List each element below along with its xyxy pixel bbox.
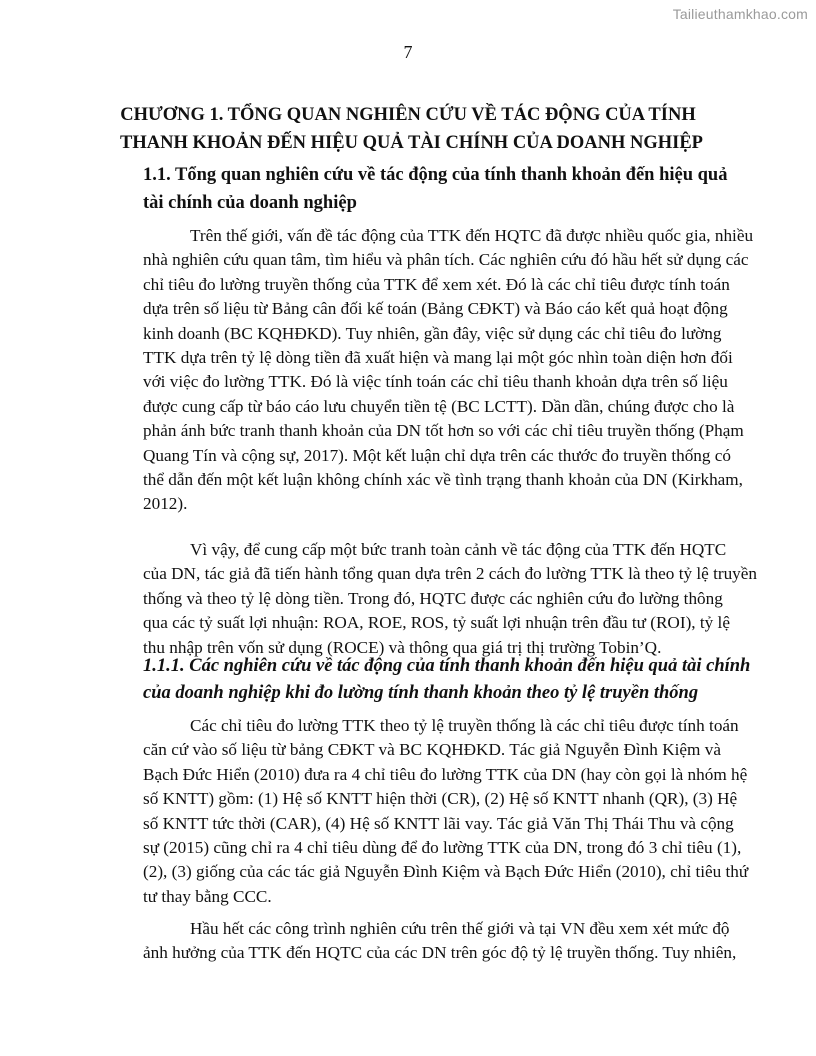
text-line: của doanh nghiệp khi đo lường tính thanh khoản theo tỷ lệ truyền thống [143,683,699,703]
text-line: dựa trên số liệu từ Bảng cân đối kế toán (Bảng CĐKT) và Báo cáo kết quả hoạt động [143,299,728,319]
text-line: (2), (3) giống của các tác giả Nguyễn Đình Kiệm và Bạch Đức Hiển (2010), chỉ tiêu thứ [143,862,749,882]
paragraph-1 [143,224,754,517]
section-heading-1-1 [143,161,728,217]
text-line: Các chỉ tiêu đo lường TTK theo tỷ lệ truyền thống là các chỉ tiêu được tính toán [190,716,739,735]
text-line: 1.1.1. Các nghiên cứu về tác động của tính thanh khoản đến hiệu quả tài chính [143,656,751,676]
text-line: tài chính của doanh nghiệp [143,193,357,213]
text-line: với việc đo lường TTK. Đó là việc tính toán các chỉ tiêu thanh khoản dựa trên số liệu [143,372,728,392]
text-line: căn cứ vào số liệu từ bảng CĐKT và BC KQHĐKD. Tác giả Nguyễn Đình Kiệm và [143,740,721,760]
section-heading-1-1-1 [143,653,751,707]
watermark: Tailieuthamkhao.com [672,6,808,22]
text-line: của DN, tác giả đã tiến hành tổng quan dựa trên 2 cách đo lường TTK là theo tỷ lệ truyền [143,564,757,584]
text-line: chỉ tiêu đo lường truyền thống của TTK để xem xét. Đó là các chỉ tiêu được tính toán [143,274,730,294]
text-line: sự (2015) cũng chỉ ra 4 chỉ tiêu dùng để đo lường TTK của DN, trong đó 3 chỉ tiêu (1), [143,837,742,857]
text-line: thu nhập trên vốn sử dụng (ROCE) và thông qua giá trị thị trường Tobin’Q. [143,637,662,657]
text-line: thể dẫn đến một kết luận không chính xác về tình trạng thanh khoản của DN (Kirkham, [143,469,743,489]
chapter-title [120,101,703,157]
text-line: Vì vậy, để cung cấp một bức tranh toàn cảnh về tác động của TTK đến HQTC [190,540,727,559]
text-line: Quang Tín và cộng sự, 2017). Một kết luận chỉ dựa trên các thước đo truyền thống có [143,445,732,465]
page-number: 7 [403,42,413,62]
text-line: nhà nghiên cứu quan tâm, tìm hiểu và phân tích. Các nghiên cứu đó hầu hết sử dụng các [143,250,749,270]
text-line: kinh doanh (BC KQHĐKD). Tuy nhiên, gần đây, việc sử dụng các chỉ tiêu đo lường [143,323,722,343]
text-line: được cung cấp từ báo cáo lưu chuyển tiền tệ (BC LCTT). Dần dần, chúng được cho là [143,396,735,416]
text-line: 1.1. Tổng quan nghiên cứu về tác động của tính thanh khoản đến hiệu quả [143,165,728,185]
text-line: TTK dựa trên tỷ lệ dòng tiền đã xuất hiện và mang lại một góc nhìn toàn diện hơn đối [143,347,733,367]
text-line: số KNTT tức thời (CAR), (4) Hệ số KNTT lãi vay. Tác giả Văn Thị Thái Thu và cộng [143,813,734,833]
text-line: Bạch Đức Hiển (2010) đưa ra 4 chỉ tiêu đo lường TTK của DN (hay còn gọi là nhóm hệ [143,764,748,784]
text-line: thống và theo tỷ lệ dòng tiền. Trong đó, HQTC được các nghiên cứu đo lường thông [143,588,723,608]
text-line: số KNTT) gồm: (1) Hệ số KNTT hiện thời (CR), (2) Hệ số KNTT nhanh (QR), (3) Hệ [143,789,738,809]
text-line: qua các tỷ suất lợi nhuận: ROA, ROE, ROS, tỷ suất lợi nhuận trên đầu tư (ROI), tỷ lệ [143,613,730,633]
text-line: CHƯƠNG 1. TỔNG QUAN NGHIÊN CỨU VỀ TÁC ĐỘNG CỦA TÍNH [120,105,696,125]
text-line: Trên thế giới, vấn đề tác động của TTK đến HQTC đã được nhiều quốc gia, nhiều [190,226,754,245]
paragraph-3 [143,714,749,909]
paragraph-4 [143,917,737,966]
text-line: tư thay bằng CCC. [143,886,272,906]
text-line: 2012). [143,494,188,514]
text-line: THANH KHOẢN ĐẾN HIỆU QUẢ TÀI CHÍNH CỦA DOANH NGHIỆP [120,133,703,153]
text-line: phản ánh bức tranh thanh khoản của DN tốt hơn so với các chỉ tiêu truyền thống (Phạm [143,421,744,441]
paragraph-2 [143,538,757,660]
text-line: ảnh hưởng của TTK đến HQTC của các DN trên góc độ tỷ lệ truyền thống. Tuy nhiên, [143,943,737,963]
text-line: Hầu hết các công trình nghiên cứu trên thế giới và tại VN đều xem xét mức độ [190,919,730,938]
